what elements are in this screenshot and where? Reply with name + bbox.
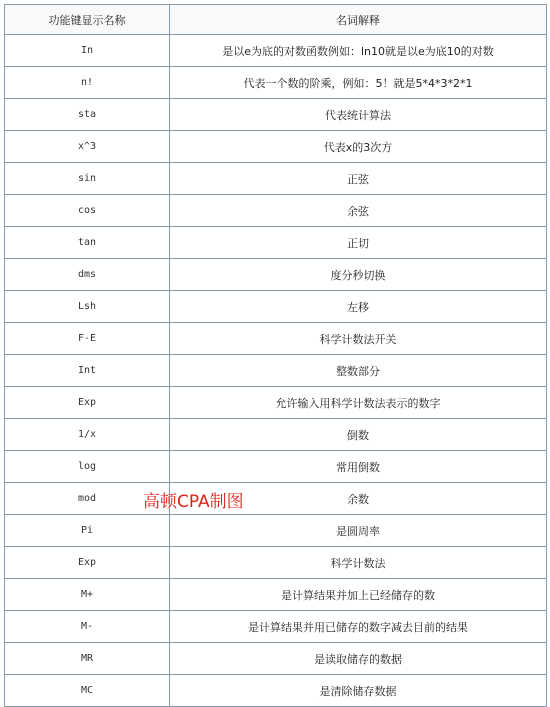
explanation-cell: 正切 bbox=[170, 227, 547, 259]
table-row bbox=[5, 35, 547, 67]
function-key-cell: MR bbox=[5, 643, 170, 675]
function-key-cell: MC bbox=[5, 675, 170, 707]
table-row bbox=[5, 515, 547, 547]
function-key-cell: mod bbox=[5, 483, 170, 515]
function-key-cell: tan bbox=[5, 227, 170, 259]
function-key-cell: Int bbox=[5, 355, 170, 387]
table-header bbox=[5, 5, 547, 35]
header-explanation: 名词解释 bbox=[170, 5, 547, 35]
table-row bbox=[5, 99, 547, 131]
explanation-cell: 代表统计算法 bbox=[170, 99, 547, 131]
function-key-cell: cos bbox=[5, 195, 170, 227]
table-row bbox=[5, 643, 547, 675]
function-key-cell: log bbox=[5, 451, 170, 483]
header-row bbox=[5, 5, 547, 35]
function-key-table bbox=[4, 4, 547, 707]
table-row bbox=[5, 547, 547, 579]
function-key-cell: In bbox=[5, 35, 170, 67]
table-row bbox=[5, 259, 547, 291]
table-row bbox=[5, 131, 547, 163]
explanation-cell: 度分秒切换 bbox=[170, 259, 547, 291]
function-key-cell: M- bbox=[5, 611, 170, 643]
explanation-cell: 左移 bbox=[170, 291, 547, 323]
function-key-cell: 1/x bbox=[5, 419, 170, 451]
table-row bbox=[5, 675, 547, 707]
function-key-cell: F-E bbox=[5, 323, 170, 355]
explanation-cell: 余弦 bbox=[170, 195, 547, 227]
explanation-cell: 代表一个数的阶乘，例如：5！就是5*4*3*2*1 bbox=[170, 67, 547, 99]
explanation-cell: 是计算结果并加上已经储存的数 bbox=[170, 579, 547, 611]
function-key-cell: Pi bbox=[5, 515, 170, 547]
explanation-cell: 允许输入用科学计数法表示的数字 bbox=[170, 387, 547, 419]
explanation-cell: 代表x的3次方 bbox=[170, 131, 547, 163]
explanation-cell: 是圆周率 bbox=[170, 515, 547, 547]
function-key-cell: dms bbox=[5, 259, 170, 291]
table-row bbox=[5, 67, 547, 99]
explanation-cell: 整数部分 bbox=[170, 355, 547, 387]
table-row bbox=[5, 195, 547, 227]
explanation-cell: 科学计数法 bbox=[170, 547, 547, 579]
explanation-cell: 正弦 bbox=[170, 163, 547, 195]
table-row bbox=[5, 611, 547, 643]
explanation-cell: 科学计数法开关 bbox=[170, 323, 547, 355]
table-row bbox=[5, 483, 547, 515]
watermark-text: 高顿CPA制图 bbox=[143, 492, 244, 512]
explanation-cell: 倒数 bbox=[170, 419, 547, 451]
function-key-cell: sin bbox=[5, 163, 170, 195]
table-row bbox=[5, 355, 547, 387]
function-key-cell: Exp bbox=[5, 387, 170, 419]
function-key-cell: M+ bbox=[5, 579, 170, 611]
function-key-cell: x^3 bbox=[5, 131, 170, 163]
function-key-cell: Lsh bbox=[5, 291, 170, 323]
explanation-cell: 是计算结果并用已储存的数字减去目前的结果 bbox=[170, 611, 547, 643]
table-row bbox=[5, 323, 547, 355]
table-row bbox=[5, 227, 547, 259]
function-key-cell: Exp bbox=[5, 547, 170, 579]
function-key-cell: sta bbox=[5, 99, 170, 131]
table-body bbox=[5, 35, 547, 707]
explanation-cell: 常用倒数 bbox=[170, 451, 547, 483]
function-key-cell: n! bbox=[5, 67, 170, 99]
explanation-cell: 余数 bbox=[170, 483, 547, 515]
explanation-cell: 是清除储存数据 bbox=[170, 675, 547, 707]
table-row bbox=[5, 419, 547, 451]
table-row bbox=[5, 163, 547, 195]
table-row bbox=[5, 451, 547, 483]
explanation-cell: 是读取储存的数据 bbox=[170, 643, 547, 675]
header-key-name: 功能键显示名称 bbox=[5, 5, 170, 35]
table-row bbox=[5, 579, 547, 611]
table-row bbox=[5, 387, 547, 419]
table-row bbox=[5, 291, 547, 323]
explanation-cell: 是以e为底的对数函数例如：ln10就是以e为底10的对数 bbox=[170, 35, 547, 67]
